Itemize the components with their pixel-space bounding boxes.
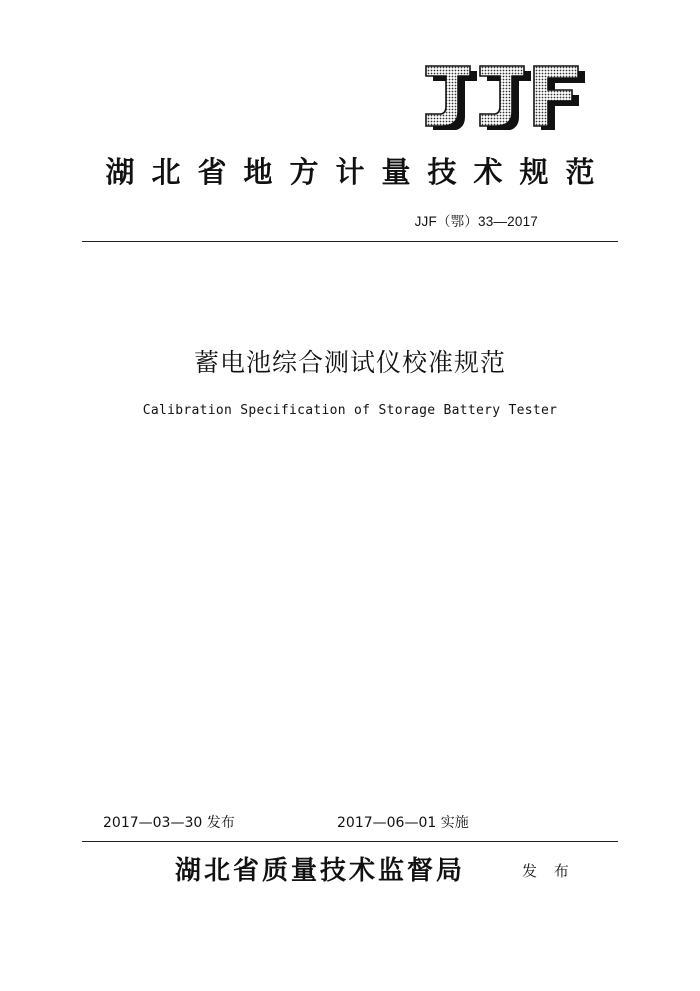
top-divider xyxy=(82,241,618,242)
bottom-divider xyxy=(82,841,618,842)
standard-code: JJF（鄂）33—2017 xyxy=(414,214,538,229)
standard-category-title: 湖北省地方计量技术规范 xyxy=(105,155,612,189)
document-title: 蓄电池综合测试仪校准规范 xyxy=(193,348,506,377)
document-subtitle-english: Calibration Specification of Storage Battery Tester xyxy=(142,403,558,418)
jjf-logo xyxy=(420,62,585,130)
implementation-date: 2017—06—01 实施 xyxy=(337,815,469,831)
publisher-name: 湖北省质量技术监督局 xyxy=(175,856,466,886)
issue-date: 2017—03—30 发布 xyxy=(103,815,235,831)
publish-label: 发 布 xyxy=(522,862,575,880)
